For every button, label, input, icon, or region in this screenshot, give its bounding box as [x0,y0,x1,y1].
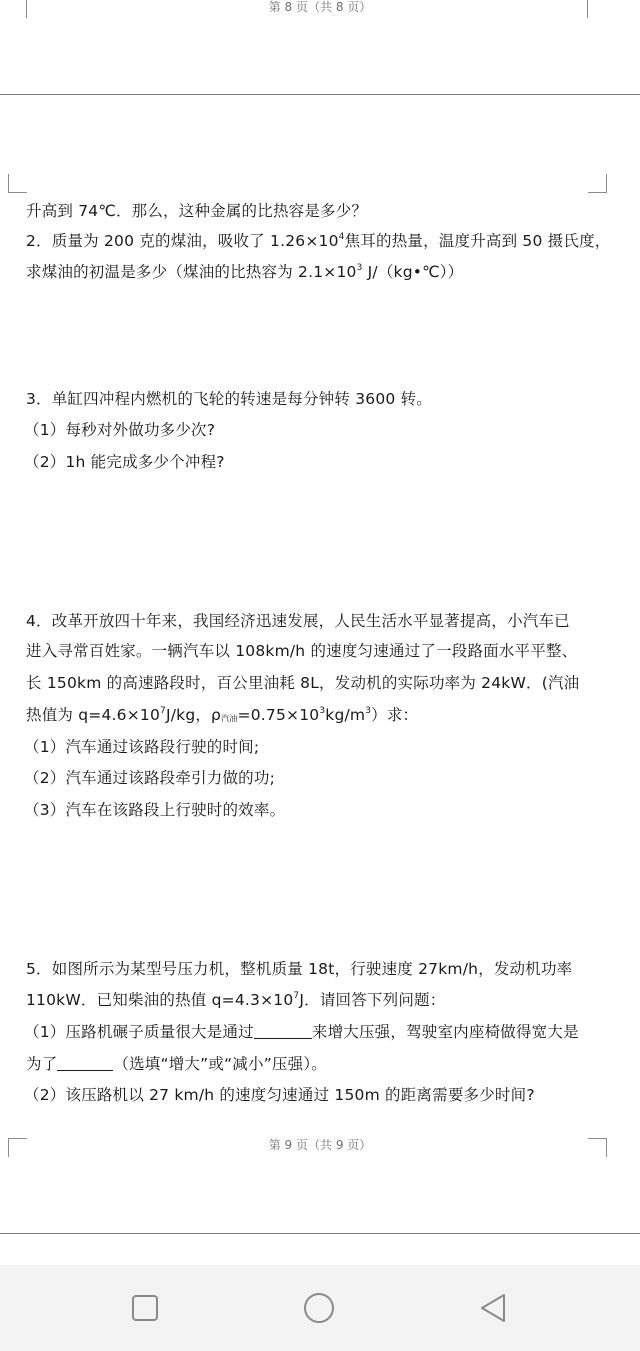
triangle-back-icon [476,1291,510,1325]
recent-apps-button[interactable] [128,1291,162,1325]
fill-blank [57,1056,113,1071]
back-button[interactable] [476,1291,510,1325]
question-3: 3．单缸四冲程内燃机的飞轮的转速是每分钟转 3600 转。 [26,390,432,408]
page-separator [0,1233,640,1234]
prev-page-footer: 第 8 页（共 8 页） [268,0,372,14]
question-5-line-2: 110kW．已知柴油的热值 $q=4.3\times 10^7J$．请回答下列问题： [26,991,446,1009]
page-corner-mark [588,174,607,193]
question-4-part-3: （3）汽车在该路段上行驶时的效率。 [24,801,286,819]
question-4-line-4: 热值为 $q=4.6\times 10^7J/kg$，$\rho_{汽油}=0.75\times 10^3kg/m^3$）求： [26,706,419,724]
question-4-part-2: （2）汽车通过该路段牵引力做的功; [24,769,275,787]
question-4-line-3: 长 150km 的高速路段时，百公里油耗 8L，发动机的实际功率为 24kW．(汽油 [26,674,580,692]
home-button[interactable] [302,1291,336,1325]
question-4-line-2: 进入寻常百姓家。一辆汽车以 108km/h 的速度匀速通过了一段路面水平平整、 [26,642,578,660]
page-separator [0,94,640,95]
page-footer: 第 9 页（共 9 页） [268,1138,372,1152]
text-line: 升高到 74℃．那么，这种金属的比热容是多少？ [26,202,368,220]
question-5-part-1: （1）压路机碾子质量很大是通过 来增大压强，驾驶室内座椅做得宽大是 [24,1023,579,1041]
question-3-part-1: （1）每秒对外做功多少次? [24,421,216,439]
question-3-part-2: （2）1h 能完成多少个冲程? [24,453,225,471]
square-icon [128,1291,162,1325]
question-2-line-2: 求煤油的初温是多少（煤油的比热容为 $2.1\times 10^3$ J/（kg•℃）） [26,263,464,281]
question-5-part-2: （2）该压路机以 27 km/h 的速度匀速通过 150m 的距离需要多少时间? [24,1086,535,1104]
question-2-line-1: 2．质量为 200 克的煤油，吸收了 $1.26\times 10^4$焦耳的热量，温度升高到 50 摄氏度， [26,232,611,250]
circle-icon [302,1291,336,1325]
page-corner-mark [8,174,27,193]
question-4-line-1: 4．改革开放四十年来，我国经济迅速发展，人民生活水平显著提高，小汽车已 [26,612,570,630]
navigation-bar [0,1265,640,1351]
fill-blank [254,1024,312,1039]
question-5-part-1-cont: 为了 （选填“增大”或“减小”压强）。 [26,1055,327,1073]
question-4-part-1: （1）汽车通过该路段行驶的时间; [24,738,260,756]
question-5-line-1: 5．如图所示为某型号压力机，整机质量 18t，行驶速度 27km/h，发动机功率 [26,960,573,978]
